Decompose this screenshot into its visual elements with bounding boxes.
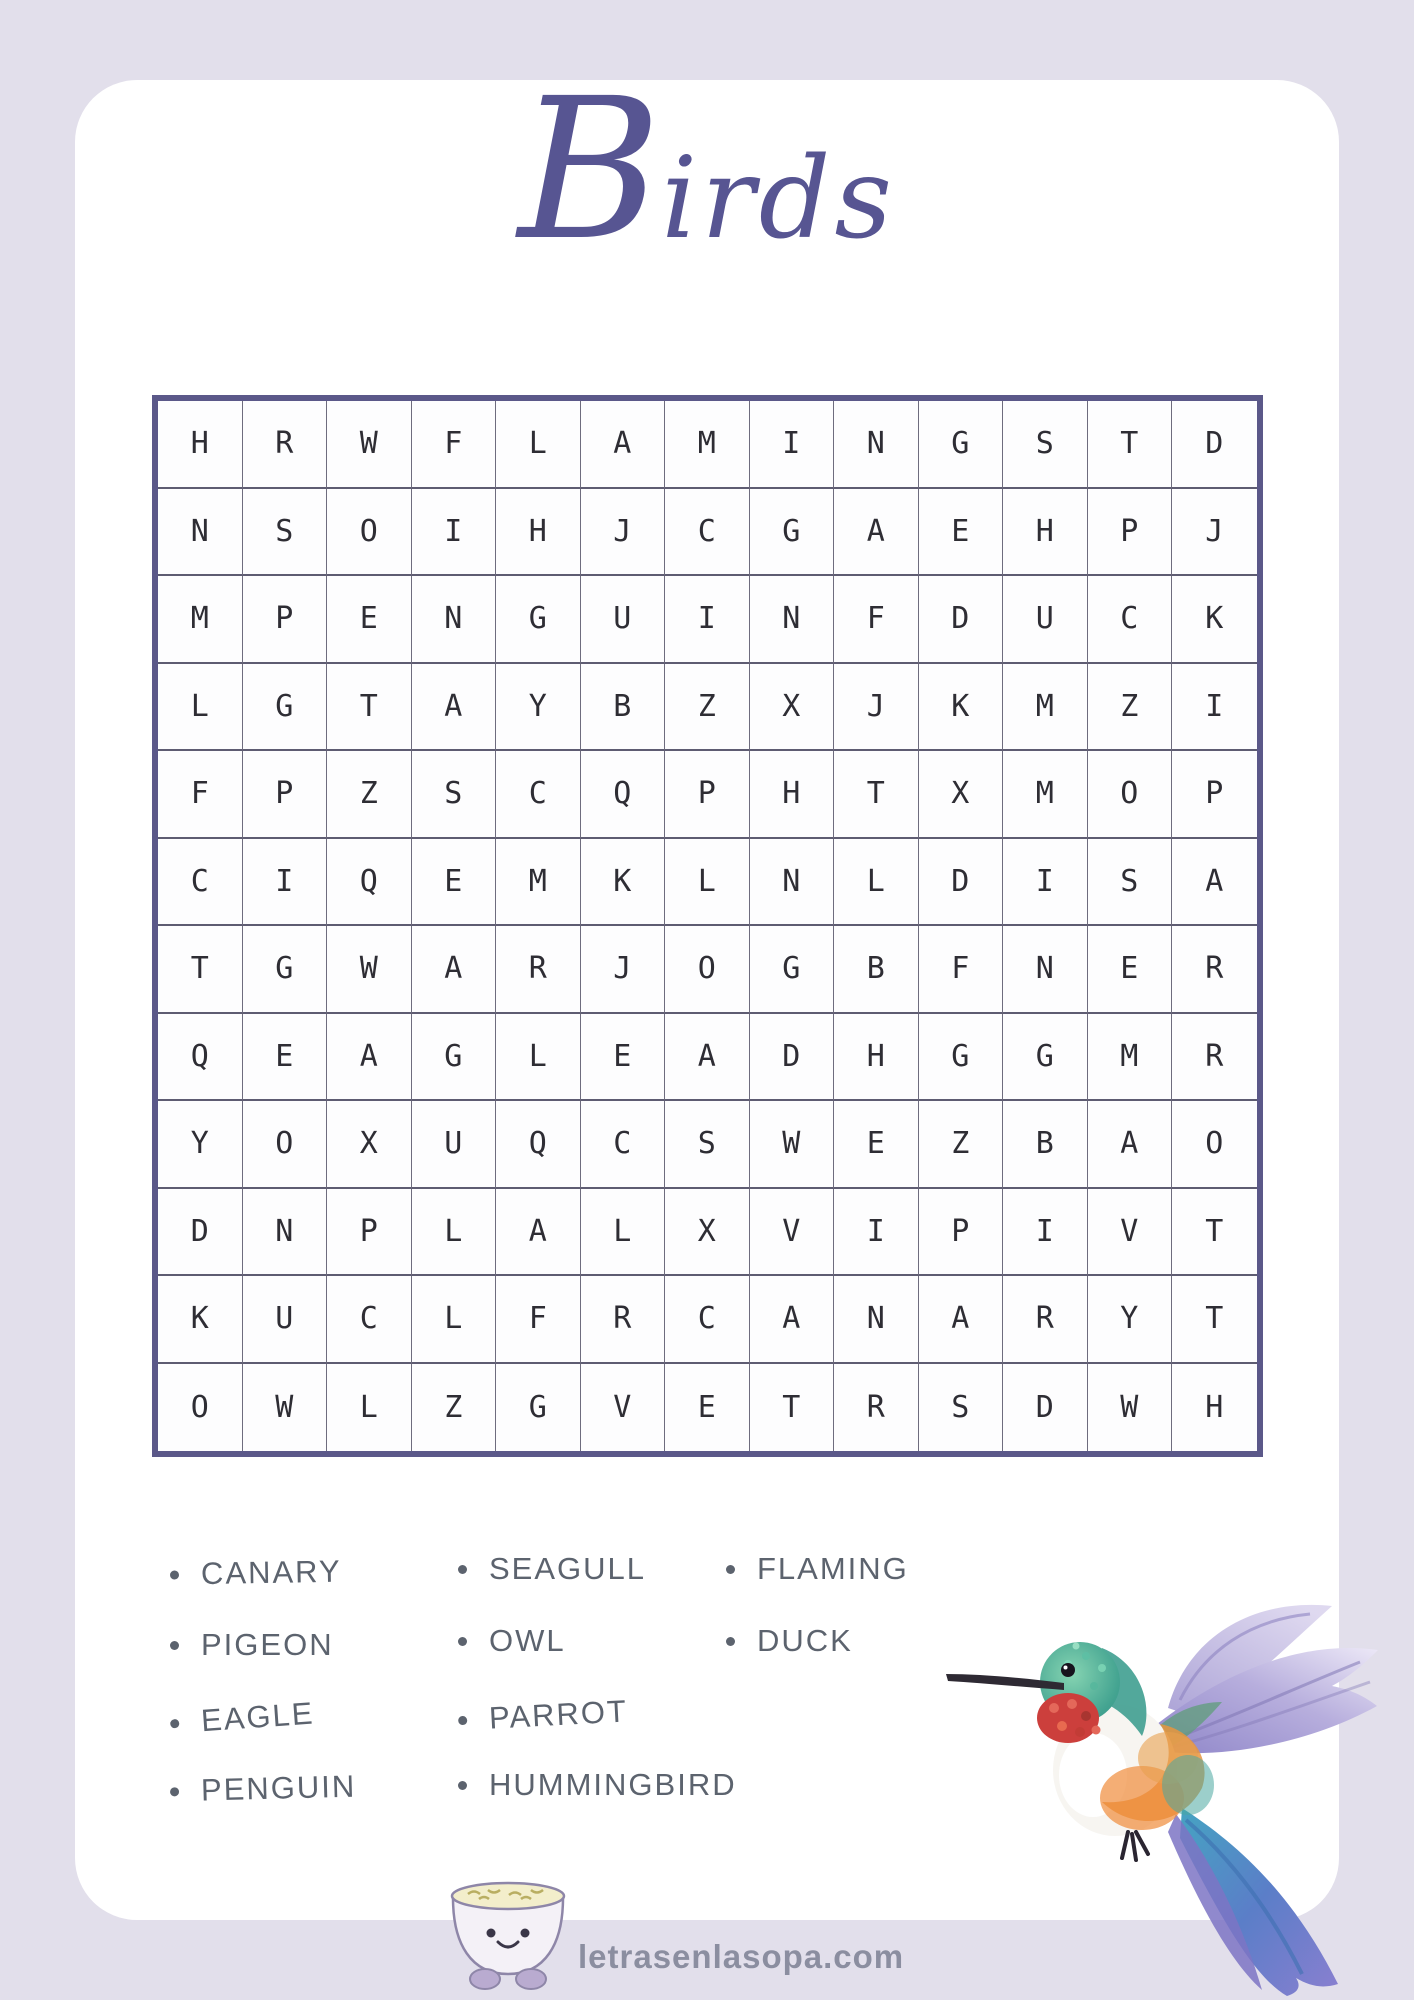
grid-cell: W — [243, 1364, 328, 1452]
grid-cell: T — [327, 664, 412, 752]
grid-cell: V — [750, 1189, 835, 1277]
grid-cell: C — [665, 489, 750, 577]
word-label: EAGLE — [199, 1695, 316, 1739]
grid-cell: L — [412, 1276, 497, 1364]
grid-cell: F — [834, 576, 919, 664]
word-list-item — [168, 1675, 359, 1760]
grid-cell: M — [665, 401, 750, 489]
grid-cell: N — [750, 576, 835, 664]
grid-cell: G — [243, 926, 328, 1014]
grid-cell: V — [1088, 1189, 1173, 1277]
grid-cell: R — [496, 926, 581, 1014]
word-label: HUMMINGBIRD — [489, 1767, 737, 1802]
word-label: PARROT — [488, 1693, 629, 1736]
grid-cell: A — [412, 664, 497, 752]
grid-cell: C — [496, 751, 581, 839]
word-list-item — [169, 1535, 356, 1610]
word-list-item — [169, 1751, 357, 1828]
grid-cell: Z — [1088, 664, 1173, 752]
grid-cell: W — [750, 1101, 835, 1189]
grid-cell: I — [665, 576, 750, 664]
grid-cell: R — [1172, 926, 1257, 1014]
grid-cell: K — [1172, 576, 1257, 664]
grid-cell: A — [581, 401, 666, 489]
grid-cell: W — [327, 926, 412, 1014]
website-watermark-text: letrasenlasopa.com — [578, 1938, 905, 1975]
word-label: OWL — [489, 1623, 566, 1658]
hummingbird-illustration — [930, 1590, 1400, 2000]
grid-cell: Q — [158, 1014, 243, 1102]
word-label: CANARY — [200, 1553, 342, 1592]
grid-cell: J — [581, 489, 666, 577]
grid-cell: S — [243, 489, 328, 577]
grid-cell: O — [665, 926, 750, 1014]
word-list-item — [456, 1670, 738, 1756]
grid-cell: L — [158, 664, 243, 752]
grid-cell: L — [496, 1014, 581, 1102]
grid-cell: E — [412, 839, 497, 927]
grid-cell: E — [665, 1364, 750, 1452]
grid-cell: A — [327, 1014, 412, 1102]
word-list-item — [726, 1533, 909, 1605]
grid-cell: H — [158, 401, 243, 489]
grid-cell: N — [158, 489, 243, 577]
grid-cell: P — [665, 751, 750, 839]
grid-cell: K — [919, 664, 1004, 752]
grid-cell: W — [327, 401, 412, 489]
grid-cell: E — [243, 1014, 328, 1102]
grid-cell: E — [919, 489, 1004, 577]
grid-cell: D — [750, 1014, 835, 1102]
grid-cell: N — [412, 576, 497, 664]
dot-bullet-icon — [170, 1570, 179, 1579]
grid-cell: A — [919, 1276, 1004, 1364]
grid-cell: Z — [919, 1101, 1004, 1189]
grid-cell: Q — [496, 1101, 581, 1189]
grid-cell: D — [1172, 401, 1257, 489]
grid-cell: G — [496, 1364, 581, 1452]
grid-cell: E — [327, 576, 412, 664]
dot-bullet-icon — [170, 1718, 180, 1728]
grid-cell: K — [158, 1276, 243, 1364]
grid-cell: L — [665, 839, 750, 927]
grid-cell: N — [1003, 926, 1088, 1014]
grid-cell: O — [1172, 1101, 1257, 1189]
page-title: Birds — [518, 56, 896, 283]
grid-cell: S — [665, 1101, 750, 1189]
dot-bullet-icon — [458, 1637, 467, 1646]
grid-cell: S — [1003, 401, 1088, 489]
grid-cell: Y — [1088, 1276, 1173, 1364]
dot-bullet-icon — [726, 1565, 735, 1574]
grid-cell: D — [919, 839, 1004, 927]
grid-cell: U — [243, 1276, 328, 1364]
word-label: PENGUIN — [200, 1768, 357, 1808]
grid-cell: L — [834, 839, 919, 927]
grid-cell: H — [1003, 489, 1088, 577]
word-label: PIGEON — [201, 1627, 334, 1662]
grid-cell: F — [919, 926, 1004, 1014]
word-label: SEAGULL — [489, 1551, 647, 1586]
grid-cell: Q — [581, 751, 666, 839]
grid-cell: G — [412, 1014, 497, 1102]
grid-cell: J — [581, 926, 666, 1014]
grid-cell: E — [1088, 926, 1173, 1014]
grid-cell: I — [834, 1189, 919, 1277]
grid-cell: L — [412, 1189, 497, 1277]
dot-bullet-icon — [458, 1715, 467, 1724]
word-list-column-2 — [458, 1533, 737, 1821]
grid-cell: R — [243, 401, 328, 489]
grid-cell: I — [1172, 664, 1257, 752]
word-label: DUCK — [757, 1623, 853, 1658]
grid-cell: T — [1172, 1189, 1257, 1277]
grid-cell: M — [1003, 664, 1088, 752]
grid-cell: Y — [158, 1101, 243, 1189]
grid-cell: C — [327, 1276, 412, 1364]
grid-cell: T — [1172, 1276, 1257, 1364]
grid-cell: V — [581, 1364, 666, 1452]
grid-cell: J — [1172, 489, 1257, 577]
grid-cell: P — [327, 1189, 412, 1277]
word-search-grid — [152, 395, 1263, 1457]
grid-cell: K — [581, 839, 666, 927]
grid-cell: A — [1172, 839, 1257, 927]
grid-cell: I — [1003, 1189, 1088, 1277]
grid-cell: N — [834, 401, 919, 489]
grid-cell: B — [1003, 1101, 1088, 1189]
grid-cell: P — [243, 576, 328, 664]
grid-cell: X — [919, 751, 1004, 839]
grid-cell: H — [496, 489, 581, 577]
dot-bullet-icon — [170, 1641, 179, 1650]
grid-cell: A — [665, 1014, 750, 1102]
grid-cell: J — [834, 664, 919, 752]
grid-cell: B — [834, 926, 919, 1014]
grid-cell: T — [750, 1364, 835, 1452]
grid-cell: Z — [665, 664, 750, 752]
grid-cell: I — [750, 401, 835, 489]
soup-bowl-mascot-icon — [443, 1876, 573, 1994]
grid-cell: M — [1003, 751, 1088, 839]
grid-cell: L — [496, 401, 581, 489]
grid-cell: A — [496, 1189, 581, 1277]
grid-cell: H — [1205, 1389, 1224, 1425]
grid-cell: P — [1172, 751, 1257, 839]
grid-cell: A — [1088, 1101, 1173, 1189]
word-list-item — [458, 1533, 737, 1605]
dot-bullet-icon — [170, 1787, 179, 1796]
grid-cell: X — [327, 1101, 412, 1189]
grid-cell: S — [1088, 839, 1173, 927]
grid-cell: O — [327, 489, 412, 577]
grid-cell: E — [834, 1101, 919, 1189]
word-label: FLAMING — [757, 1551, 909, 1586]
grid-cell: S — [412, 751, 497, 839]
grid-cell: A — [750, 1276, 835, 1364]
word-list-column-3 — [726, 1533, 909, 1677]
grid-cell: G — [750, 926, 835, 1014]
grid-cell: P — [243, 751, 328, 839]
grid-cell: G — [1003, 1014, 1088, 1102]
grid-cell: Y — [496, 664, 581, 752]
grid-cell: G — [750, 489, 835, 577]
grid-cell: E — [581, 1014, 666, 1102]
grid-cell: P — [1088, 489, 1173, 577]
grid-cell: T — [834, 751, 919, 839]
grid-cell: N — [750, 839, 835, 927]
dot-bullet-icon — [726, 1637, 735, 1646]
grid-cell: I — [412, 489, 497, 577]
grid-cell: G — [496, 576, 581, 664]
grid-cell: C — [581, 1101, 666, 1189]
grid-cell: O — [1088, 751, 1173, 839]
word-list-item — [170, 1609, 356, 1681]
grid-cell: D — [158, 1189, 243, 1277]
grid-cell: R — [1003, 1276, 1088, 1364]
grid-cell: Q — [327, 839, 412, 927]
grid-cell: I — [1003, 839, 1088, 927]
grid-cell: G — [919, 401, 1004, 489]
word-list-item — [726, 1605, 909, 1677]
grid-cell: B — [581, 664, 666, 752]
grid-cell: C — [1088, 576, 1173, 664]
word-list-item — [458, 1749, 737, 1821]
grid-cell: M — [496, 839, 581, 927]
grid-cell: M — [1088, 1014, 1173, 1102]
grid-cell: T — [1088, 401, 1173, 489]
grid-cell: T — [158, 926, 243, 1014]
grid-cell: F — [496, 1276, 581, 1364]
grid-cell: X — [750, 664, 835, 752]
grid-cell: N — [834, 1276, 919, 1364]
grid-cell: F — [412, 401, 497, 489]
grid-cell: W — [1088, 1364, 1173, 1452]
grid-cell: L — [327, 1364, 412, 1452]
grid-cell: Z — [327, 751, 412, 839]
grid-cell: C — [158, 839, 243, 927]
grid-cell: G — [919, 1014, 1004, 1102]
dot-bullet-icon — [458, 1781, 467, 1790]
grid-cell: U — [581, 576, 666, 664]
grid-cell: Z — [412, 1364, 497, 1452]
grid-cell: D — [919, 576, 1004, 664]
grid-cell: S — [919, 1364, 1004, 1452]
grid-cell: U — [1003, 576, 1088, 664]
word-list-item — [458, 1605, 737, 1677]
grid-cell: R — [581, 1276, 666, 1364]
grid-cell: H — [834, 1014, 919, 1102]
grid-cell: O — [243, 1101, 328, 1189]
grid-cell: D — [1003, 1364, 1088, 1452]
grid-cell: O — [158, 1364, 243, 1452]
grid-cell: N — [243, 1189, 328, 1277]
grid-cell: F — [158, 751, 243, 839]
grid-cell: G — [243, 664, 328, 752]
grid-cell: A — [412, 926, 497, 1014]
grid-cell: H — [750, 751, 835, 839]
grid-cell: P — [919, 1189, 1004, 1277]
grid-cell: I — [243, 839, 328, 927]
grid-cell: U — [412, 1101, 497, 1189]
grid-cell: C — [665, 1276, 750, 1364]
dot-bullet-icon — [458, 1565, 467, 1574]
grid-cell: R — [834, 1364, 919, 1452]
word-list-column-1 — [170, 1537, 356, 1825]
grid-cell: L — [581, 1189, 666, 1277]
grid-cell: A — [834, 489, 919, 577]
grid-cell: R — [1172, 1014, 1257, 1102]
grid-cell: M — [158, 576, 243, 664]
grid-cell: X — [665, 1189, 750, 1277]
